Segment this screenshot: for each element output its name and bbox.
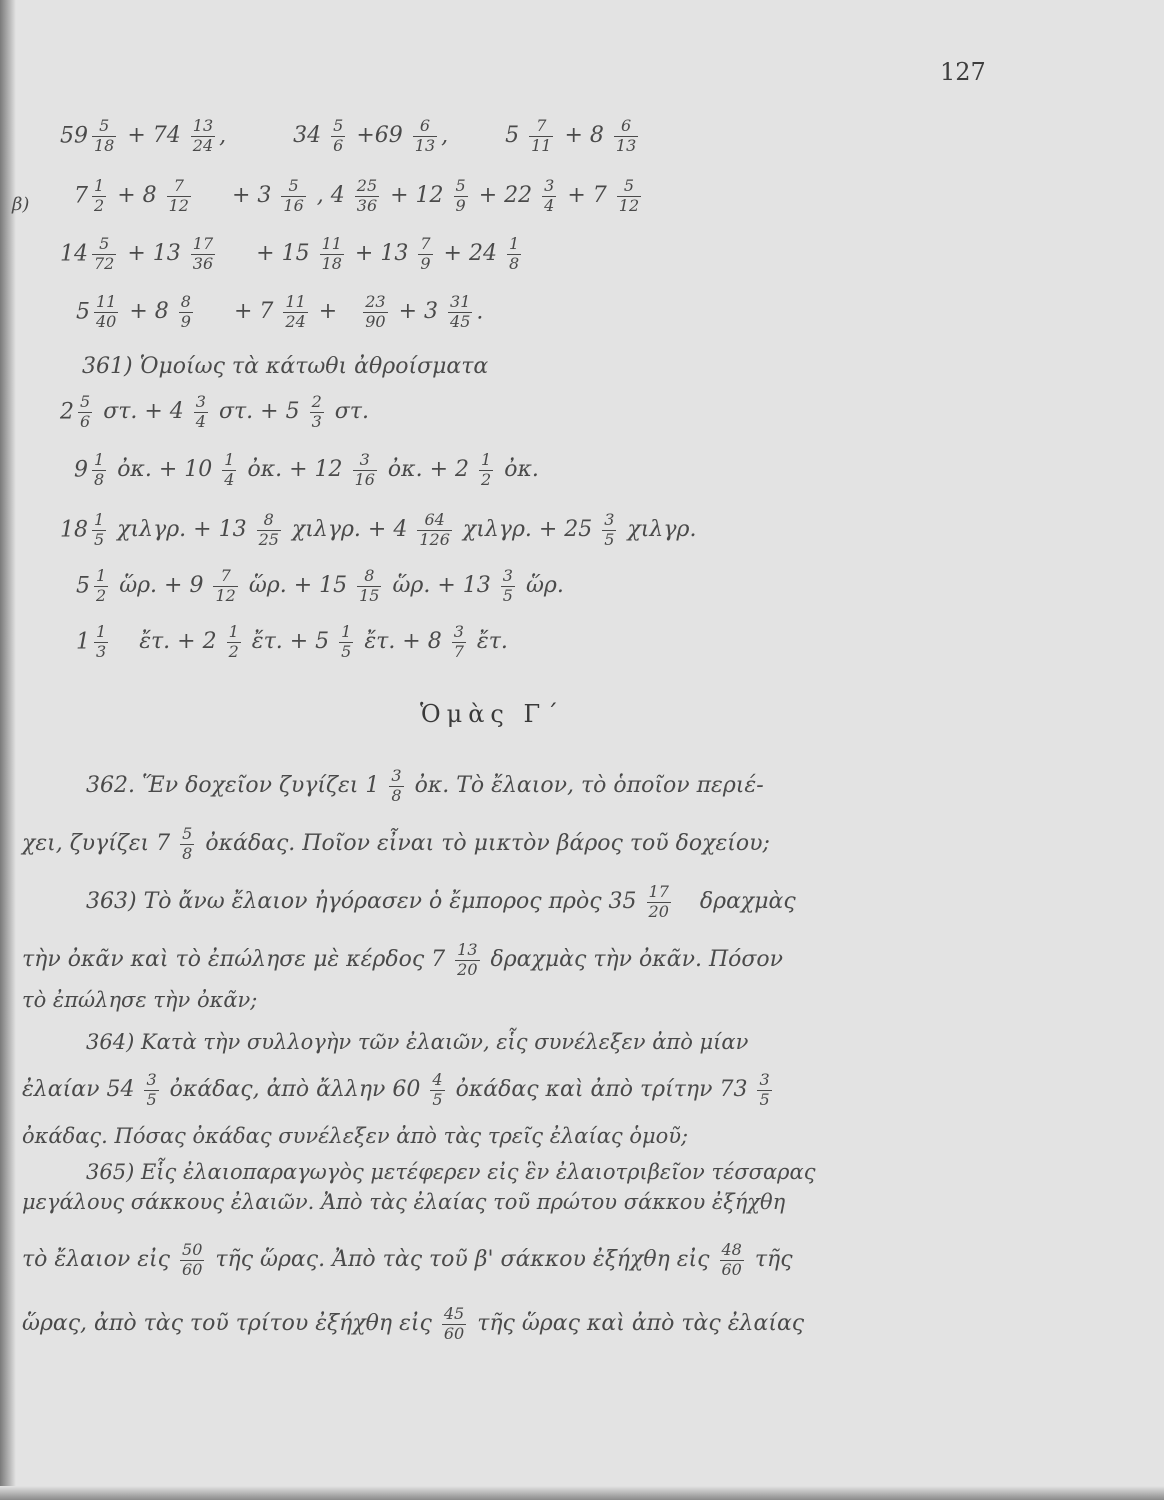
fraction	[357, 568, 381, 605]
fraction	[602, 512, 616, 549]
fraction-denominator: 126	[419, 529, 450, 549]
fraction-denominator: 40	[96, 311, 117, 331]
fraction	[720, 1242, 744, 1279]
fraction	[92, 512, 106, 549]
text-segment: 18	[60, 517, 88, 543]
problem-365-line-2: μεγάλους σάκκους ἐλαιῶν. Ἀπὸ τὰς ἐλαίας τοῦ πρώτου σάκκου ἐξήχθη	[22, 1190, 786, 1214]
text-segment: ἔτ.	[476, 629, 508, 655]
text-segment: +	[318, 299, 338, 325]
text-segment: χιλγρ. + 4	[291, 517, 408, 543]
fraction-denominator: 13	[414, 135, 436, 155]
problem-362-line-2	[22, 826, 776, 863]
fraction	[418, 236, 432, 273]
fraction	[94, 624, 108, 661]
text-segment: 14	[60, 241, 88, 267]
fraction	[213, 568, 237, 605]
fraction-numerator: 5	[80, 392, 91, 411]
problem-364-line-3: ὀκάδας. Πόσας ὀκάδας συνέλεξεν ἀπὸ τὰς τρεῖς ἐλαίας ὁμοῦ;	[22, 1124, 689, 1148]
fraction-denominator: 4	[544, 195, 555, 215]
fraction-numerator: 3	[391, 766, 402, 785]
fraction-numerator: 5	[182, 824, 193, 843]
exercise-361-line-5	[76, 624, 514, 661]
fraction-denominator: 12	[618, 195, 640, 215]
problem-363-line-2	[22, 942, 789, 979]
fraction-numerator: 1	[94, 176, 105, 195]
text-segment: χιλγρ.	[627, 517, 697, 543]
fraction-numerator: 48	[721, 1240, 742, 1259]
text-segment: + 12	[390, 183, 444, 209]
fraction-denominator: 8	[182, 843, 193, 863]
fraction-denominator: 3	[96, 641, 107, 661]
page-number: 127	[940, 58, 986, 86]
fraction	[92, 452, 106, 489]
text-segment: χιλγρ. + 13	[117, 517, 247, 543]
fraction-numerator: 25	[356, 176, 378, 195]
text-segment: 1	[76, 629, 90, 655]
text-segment: 2	[60, 399, 74, 425]
text-segment: 363) Τὸ ἄνω ἔλαιον ἠγόρασεν ὁ ἔμπορος πρὸς 35	[86, 889, 637, 915]
fraction-denominator: 9	[180, 311, 191, 331]
fraction	[92, 178, 106, 215]
text-segment: ἔτ. + 5	[251, 629, 330, 655]
fraction	[757, 1072, 771, 1109]
text-segment: ἔτ. + 8	[364, 629, 442, 655]
group-heading: Ὁμὰς Γ΄	[420, 700, 565, 728]
text-segment: + 13	[354, 241, 409, 267]
fraction-numerator: 7	[536, 116, 547, 135]
fraction	[222, 452, 236, 489]
fraction-numerator: 13	[192, 116, 214, 135]
fraction	[257, 512, 281, 549]
fraction	[353, 452, 377, 489]
fraction-numerator: 3	[146, 1070, 157, 1089]
fraction-denominator: 8	[94, 469, 105, 489]
fraction	[331, 118, 345, 155]
fraction-denominator: 18	[94, 135, 115, 155]
fraction-numerator: 5	[288, 176, 299, 195]
text-segment: ὀκάδας καὶ ἀπὸ τρίτην 73	[455, 1077, 748, 1103]
text-segment: στ.	[334, 399, 369, 425]
text-segment: + 7	[233, 299, 274, 325]
text-segment: ,	[441, 123, 449, 149]
fraction	[355, 178, 379, 215]
fraction-denominator: 5	[94, 529, 105, 549]
text-segment: ὥρ. + 15	[248, 573, 348, 599]
fraction-denominator: 5	[604, 529, 615, 549]
fraction-denominator: 60	[721, 1259, 742, 1279]
fraction	[180, 826, 194, 863]
fraction-numerator: 3	[195, 392, 206, 411]
text-segment: + 22	[478, 183, 533, 209]
fraction	[92, 118, 116, 155]
text-segment: τῆς ὥρας. Ἀπὸ τὰς τοῦ β' σάκκου ἐξήχθη εἰς	[215, 1247, 710, 1273]
text-segment: τὸ ἔλαιον εἰς	[22, 1247, 171, 1273]
page-bottom-edge	[0, 1486, 1164, 1500]
fraction	[281, 178, 305, 215]
text-segment: ἐλαίαν 54	[22, 1077, 135, 1103]
problem-365-line-1: 365) Εἷς ἐλαιοπαραγωγὸς μετέφερεν εἰς ἓν ἐλαιοτριβεῖον τέσσαρας	[86, 1160, 816, 1184]
text-segment: + 13	[127, 241, 181, 267]
text-segment: + 8	[117, 183, 157, 209]
fraction-numerator: 1	[96, 622, 107, 641]
fraction-denominator: 36	[192, 253, 214, 273]
text-segment: ὥρ.	[525, 573, 564, 599]
fraction-numerator: 8	[180, 292, 191, 311]
fraction-denominator: 24	[285, 311, 306, 331]
exercise-label-beta: β)	[12, 194, 30, 215]
fraction-numerator: 5	[333, 116, 344, 135]
fraction-numerator: 7	[173, 176, 184, 195]
fraction-denominator: 7	[453, 641, 464, 661]
fraction	[647, 884, 671, 921]
fraction-numerator: 3	[604, 510, 615, 529]
text-segment: , 4	[316, 183, 345, 209]
fraction-denominator: 20	[648, 901, 669, 921]
text-segment: ὀκάδας, ἀπὸ ἄλλην 60	[169, 1077, 421, 1103]
text-segment: στ. + 4	[103, 399, 184, 425]
text-segment: 59	[60, 123, 88, 149]
fraction	[454, 178, 468, 215]
fraction-numerator: 17	[648, 882, 669, 901]
fraction-numerator: 5	[455, 176, 466, 195]
fraction-denominator: 20	[457, 959, 478, 979]
fraction-numerator: 1	[224, 450, 235, 469]
text-segment: ὀκ. + 2	[387, 457, 470, 483]
fraction	[363, 294, 387, 331]
fraction-numerator: 3	[759, 1070, 770, 1089]
exercise-line-2	[74, 178, 645, 215]
fraction-numerator: 8	[263, 510, 274, 529]
fraction-numerator: 5	[623, 176, 635, 195]
fraction-denominator: 5	[502, 585, 513, 605]
fraction	[542, 178, 556, 215]
exercise-361-line-3	[60, 512, 702, 549]
text-segment: + 15	[256, 241, 310, 267]
fraction	[94, 294, 118, 331]
fraction-denominator: 2	[94, 195, 105, 215]
text-segment: 5	[76, 299, 90, 325]
fraction-numerator: 13	[457, 940, 478, 959]
text-segment: ὥρας, ἀπὸ τὰς τοῦ τρίτου ἐξήχθη εἰς	[22, 1311, 432, 1337]
exercise-line-1	[60, 118, 642, 155]
text-segment: χιλγρ. + 25	[462, 517, 593, 543]
fraction	[479, 452, 493, 489]
fraction	[191, 118, 215, 155]
fraction	[389, 768, 403, 805]
fraction-denominator: 18	[321, 253, 342, 273]
fraction-denominator: 9	[420, 253, 431, 273]
text-segment: + 24	[443, 241, 497, 267]
text-segment: + 7	[567, 183, 607, 209]
fraction	[614, 118, 638, 155]
fraction-denominator: 72	[94, 253, 115, 273]
fraction-denominator: 36	[356, 195, 378, 215]
text-segment: τὴν ὀκᾶν καὶ τὸ ἐπώλησε μὲ κέρδος 7	[22, 947, 446, 973]
exercise-line-3	[60, 236, 525, 273]
fraction-numerator: 7	[420, 234, 431, 253]
fraction	[430, 1072, 444, 1109]
fraction-denominator: 5	[341, 641, 352, 661]
text-segment: ὥρ. + 13	[392, 573, 491, 599]
fraction-denominator: 45	[450, 311, 471, 331]
fraction-numerator: 45	[443, 1304, 465, 1323]
text-segment: + 8	[129, 299, 169, 325]
fraction-denominator: 13	[615, 135, 637, 155]
fraction-denominator: 90	[365, 311, 386, 331]
fraction-denominator: 16	[283, 195, 304, 215]
text-segment: ὀκ. Τὸ ἔλαιον, τὸ ὁποῖον περιέ-	[414, 773, 764, 799]
fraction-numerator: 7	[220, 566, 231, 585]
fraction	[501, 568, 515, 605]
fraction-numerator: 1	[341, 622, 352, 641]
fraction-numerator: 11	[96, 292, 117, 311]
fraction-denominator: 6	[80, 411, 91, 431]
fraction	[442, 1306, 466, 1343]
fraction-numerator: 1	[94, 510, 105, 529]
problem-364-line-1: 364) Κατὰ τὴν συλλογὴν τῶν ἐλαιῶν, εἷς συνέλεξεν ἀπὸ μίαν	[86, 1030, 749, 1054]
fraction-numerator: 1	[96, 566, 107, 585]
fraction-numerator: 50	[182, 1240, 203, 1259]
fraction	[455, 942, 479, 979]
exercise-361-line-4	[76, 568, 570, 605]
exercise-361-title: 361) Ὁμοίως τὰ κάτωθι ἀθροίσματα	[82, 354, 489, 379]
problem-363-line-3: τὸ ἐπώλησε τὴν ὀκᾶν;	[22, 988, 258, 1012]
fraction	[191, 236, 215, 273]
problem-365-line-3	[22, 1242, 799, 1279]
text-segment: ὀκ. + 12	[247, 457, 343, 483]
fraction	[194, 394, 208, 431]
problem-362-line-1	[86, 768, 770, 805]
problem-365-line-4	[22, 1306, 810, 1343]
fraction-numerator: 5	[99, 116, 110, 135]
text-segment: δραχμὰς	[699, 889, 796, 915]
fraction-numerator: 4	[432, 1070, 443, 1089]
fraction	[413, 118, 437, 155]
fraction	[320, 236, 344, 273]
fraction-denominator: 2	[481, 469, 492, 489]
fraction-denominator: 24	[192, 135, 214, 155]
exercise-line-4	[76, 294, 483, 331]
fraction-denominator: 3	[311, 411, 322, 431]
fraction-denominator: 15	[359, 585, 380, 605]
fraction-denominator: 2	[96, 585, 107, 605]
fraction	[179, 294, 193, 331]
fraction-denominator: 16	[354, 469, 375, 489]
text-segment: τῆς ὥρας καὶ ἀπὸ τὰς ἐλαίας	[477, 1311, 805, 1337]
fraction-numerator: 64	[424, 510, 445, 529]
text-segment: ,	[219, 123, 227, 149]
page-binding-edge	[0, 0, 16, 1500]
fraction-numerator: 11	[285, 292, 306, 311]
fraction	[227, 624, 241, 661]
fraction-numerator: 1	[508, 234, 520, 253]
problem-363-line-1	[86, 884, 802, 921]
fraction-numerator: 8	[364, 566, 375, 585]
fraction	[417, 512, 452, 549]
text-segment: .	[476, 299, 484, 325]
text-segment: + 8	[564, 123, 604, 149]
fraction	[283, 294, 307, 331]
fraction-denominator: 6	[333, 135, 344, 155]
fraction-denominator: 12	[168, 195, 189, 215]
text-segment: + 74	[127, 123, 181, 149]
fraction-numerator: 3	[502, 566, 513, 585]
fraction-numerator: 6	[419, 116, 431, 135]
fraction	[529, 118, 553, 155]
fraction-denominator: 60	[182, 1259, 203, 1279]
text-segment: 34	[293, 123, 322, 149]
fraction-denominator: 5	[146, 1089, 157, 1109]
fraction-numerator: 1	[94, 450, 105, 469]
text-segment: χει, ζυγίζει 7	[22, 831, 171, 857]
text-segment: 5	[76, 573, 90, 599]
fraction-denominator: 8	[508, 253, 520, 273]
fraction-denominator: 5	[432, 1089, 443, 1109]
fraction-numerator: 1	[481, 450, 492, 469]
fraction-numerator: 17	[192, 234, 214, 253]
fraction-denominator: 60	[443, 1323, 465, 1343]
fraction	[94, 568, 108, 605]
fraction-numerator: 5	[99, 234, 110, 253]
text-segment: 5	[505, 123, 520, 149]
fraction	[452, 624, 466, 661]
fraction	[617, 178, 641, 215]
text-segment: δραχμὰς τὴν ὀκᾶν. Πόσον	[490, 947, 784, 973]
fraction	[144, 1072, 158, 1109]
fraction-denominator: 12	[215, 585, 236, 605]
fraction-numerator: 1	[228, 622, 239, 641]
fraction-numerator: 11	[321, 234, 342, 253]
exercise-361-line-1	[60, 394, 375, 431]
text-segment: + 3	[231, 183, 272, 209]
fraction-numerator: 3	[544, 176, 555, 195]
fraction-numerator: 6	[621, 116, 632, 135]
fraction-numerator: 23	[365, 292, 386, 311]
exercise-361-line-2	[74, 452, 545, 489]
fraction-numerator: 3	[359, 450, 370, 469]
fraction-denominator: 2	[228, 641, 239, 661]
fraction	[167, 178, 191, 215]
text-segment: ὀκάδας. Ποῖον εἶναι τὸ μικτὸν βάρος τοῦ δοχείου;	[205, 831, 770, 857]
fraction	[310, 394, 324, 431]
fraction	[339, 624, 353, 661]
text-segment: +69	[356, 123, 403, 149]
text-segment: ὀκ. + 10	[117, 457, 213, 483]
fraction-denominator: 25	[258, 529, 279, 549]
fraction-denominator: 5	[759, 1089, 770, 1109]
fraction	[180, 1242, 204, 1279]
fraction-denominator: 8	[391, 785, 402, 805]
text-segment: τῆς	[754, 1247, 793, 1273]
fraction-denominator: 4	[195, 411, 206, 431]
fraction-denominator: 11	[531, 135, 552, 155]
text-segment: 9	[74, 457, 88, 483]
text-segment: ὀκ.	[504, 457, 539, 483]
text-segment: στ. + 5	[218, 399, 300, 425]
fraction-denominator: 4	[224, 469, 235, 489]
fraction-numerator: 31	[450, 292, 471, 311]
fraction	[92, 236, 116, 273]
fraction	[507, 236, 521, 273]
text-segment: 7	[74, 183, 88, 209]
fraction-denominator: 9	[455, 195, 466, 215]
fraction-numerator: 3	[453, 622, 464, 641]
fraction	[78, 394, 92, 431]
fraction	[448, 294, 472, 331]
text-segment: ὥρ. + 9	[119, 573, 204, 599]
text-segment: ἔτ. + 2	[139, 629, 217, 655]
fraction-numerator: 2	[311, 392, 322, 411]
text-segment: 362. Ἕν δοχεῖον ζυγίζει 1	[86, 773, 380, 799]
text-segment: + 3	[398, 299, 439, 325]
problem-364-line-2	[22, 1072, 776, 1109]
